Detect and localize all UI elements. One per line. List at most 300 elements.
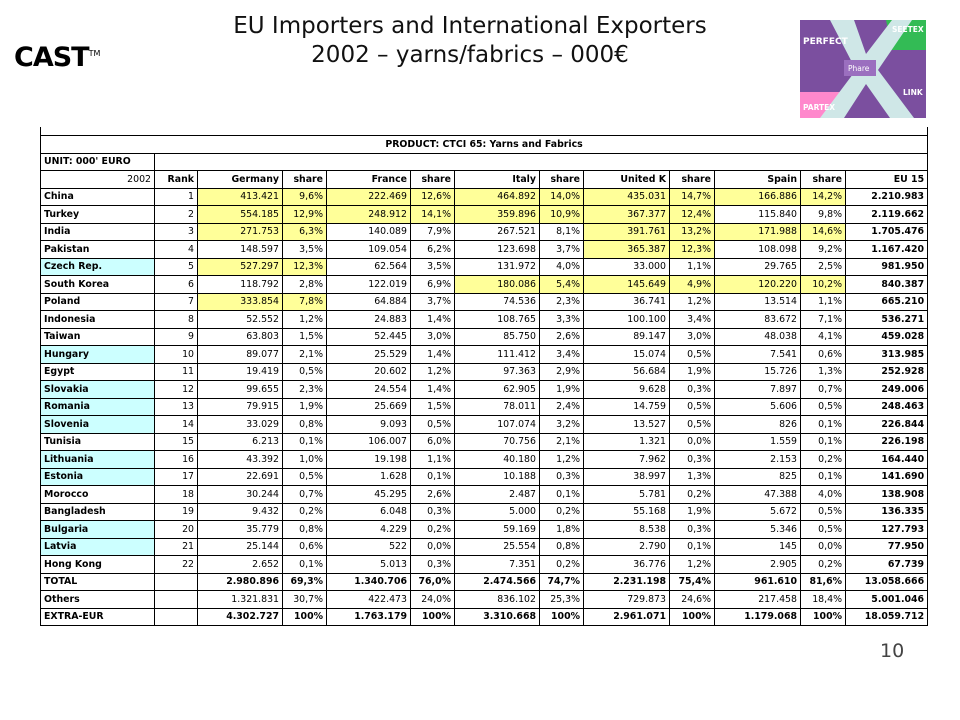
value-cell: 554.185 [198, 206, 283, 224]
value-cell: 4.302.727 [198, 608, 283, 626]
rank-cell: 12 [155, 381, 198, 399]
logo-trademark: TM [88, 49, 101, 58]
rank-cell [155, 608, 198, 626]
country-cell: Romania [41, 398, 155, 416]
yarns-fabrics-table [40, 127, 928, 626]
share-cell: 3,7% [540, 241, 584, 259]
value-cell: 15.074 [584, 346, 670, 364]
share-cell: 12,9% [283, 206, 327, 224]
share-cell: 0,2% [283, 503, 327, 521]
share-cell: 3,5% [283, 241, 327, 259]
value-cell: 222.469 [327, 188, 411, 206]
share-cell: 12,3% [670, 241, 715, 259]
share-cell: 1,9% [283, 398, 327, 416]
value-cell: 14.759 [584, 398, 670, 416]
column-header-row [41, 171, 928, 189]
value-cell: 55.168 [584, 503, 670, 521]
share-cell: 0,5% [670, 346, 715, 364]
value-cell: 7.541 [715, 346, 801, 364]
value-cell: 99.655 [198, 381, 283, 399]
value-cell: 106.007 [327, 433, 411, 451]
table-row [41, 608, 928, 626]
table-row [41, 363, 928, 381]
share-cell: 12,6% [411, 188, 455, 206]
value-cell: 108.098 [715, 241, 801, 259]
value-cell: 33.029 [198, 416, 283, 434]
table-row [41, 398, 928, 416]
share-cell: 76,0% [411, 573, 455, 591]
share-cell: 0,2% [801, 556, 846, 574]
value-cell: 74.536 [455, 293, 540, 311]
value-cell: 140.089 [327, 223, 411, 241]
table-row [41, 521, 928, 539]
page-number: 10 [880, 640, 905, 662]
share-cell: 0,3% [411, 556, 455, 574]
table-row [41, 241, 928, 259]
table-row [41, 573, 928, 591]
rank-cell: 7 [155, 293, 198, 311]
country-cell: Latvia [41, 538, 155, 556]
share-cell: 0,1% [801, 433, 846, 451]
rank-cell: 13 [155, 398, 198, 416]
header-united-k: United K [584, 171, 670, 189]
share-cell: 14,2% [801, 188, 846, 206]
value-cell: 2.980.896 [198, 573, 283, 591]
share-cell: 0,5% [283, 468, 327, 486]
table-row [41, 346, 928, 364]
share-cell: 0,1% [540, 486, 584, 504]
country-cell: Taiwan [41, 328, 155, 346]
eu15-cell: 13.058.666 [846, 573, 928, 591]
value-cell: 30.244 [198, 486, 283, 504]
top-spacer [41, 127, 928, 136]
table-row [41, 381, 928, 399]
value-cell: 391.761 [584, 223, 670, 241]
value-cell: 36.741 [584, 293, 670, 311]
value-cell: 19.198 [327, 451, 411, 469]
share-cell: 8,1% [540, 223, 584, 241]
share-cell: 0,5% [411, 416, 455, 434]
share-cell: 0,0% [411, 538, 455, 556]
rank-cell: 21 [155, 538, 198, 556]
header-share-4: share [411, 171, 455, 189]
share-cell: 14,6% [801, 223, 846, 241]
value-cell: 85.750 [455, 328, 540, 346]
share-cell: 4,1% [801, 328, 846, 346]
eu15-cell: 127.793 [846, 521, 928, 539]
eu15-cell: 248.463 [846, 398, 928, 416]
value-cell: 422.473 [327, 591, 411, 609]
rank-cell: 4 [155, 241, 198, 259]
value-cell: 56.684 [584, 363, 670, 381]
country-cell: Egypt [41, 363, 155, 381]
value-cell: 217.458 [715, 591, 801, 609]
value-cell: 24.883 [327, 311, 411, 329]
share-cell: 100% [411, 608, 455, 626]
share-cell: 0,3% [411, 503, 455, 521]
eu15-cell: 2.210.983 [846, 188, 928, 206]
country-cell: Turkey [41, 206, 155, 224]
share-cell: 1,9% [670, 363, 715, 381]
share-cell: 0,2% [670, 486, 715, 504]
table-row [41, 503, 928, 521]
share-cell: 1,1% [411, 451, 455, 469]
value-cell: 25.554 [455, 538, 540, 556]
rank-cell: 17 [155, 468, 198, 486]
rank-cell: 19 [155, 503, 198, 521]
table-row [41, 206, 928, 224]
share-cell: 24,6% [670, 591, 715, 609]
share-cell: 1,2% [411, 363, 455, 381]
share-cell: 1,1% [801, 293, 846, 311]
value-cell: 2.790 [584, 538, 670, 556]
value-cell: 109.054 [327, 241, 411, 259]
title-line-1: EU Importers and International Exporters [233, 13, 707, 39]
unit-filler [155, 153, 928, 171]
share-cell: 69,3% [283, 573, 327, 591]
value-cell: 52.552 [198, 311, 283, 329]
rank-cell: 16 [155, 451, 198, 469]
share-cell: 0,5% [801, 503, 846, 521]
share-cell: 2,9% [540, 363, 584, 381]
share-cell: 3,3% [540, 311, 584, 329]
share-cell: 0,1% [801, 416, 846, 434]
value-cell: 22.691 [198, 468, 283, 486]
rank-cell: 22 [155, 556, 198, 574]
share-cell: 30,7% [283, 591, 327, 609]
value-cell: 7.897 [715, 381, 801, 399]
share-cell: 14,0% [540, 188, 584, 206]
table-row [41, 188, 928, 206]
eu15-cell: 536.271 [846, 311, 928, 329]
table-row [41, 591, 928, 609]
share-cell: 0,0% [801, 538, 846, 556]
header-share-2: share [283, 171, 327, 189]
value-cell: 413.421 [198, 188, 283, 206]
value-cell: 6.048 [327, 503, 411, 521]
share-cell: 2,1% [540, 433, 584, 451]
share-cell: 1,9% [670, 503, 715, 521]
country-cell: Lithuania [41, 451, 155, 469]
cast-logo [14, 42, 100, 73]
share-cell: 1,3% [670, 468, 715, 486]
value-cell: 5.781 [584, 486, 670, 504]
value-cell: 108.765 [455, 311, 540, 329]
value-cell: 180.086 [455, 276, 540, 294]
country-cell: Tunisia [41, 433, 155, 451]
share-cell: 3,0% [670, 328, 715, 346]
share-cell: 6,3% [283, 223, 327, 241]
rank-cell: 11 [155, 363, 198, 381]
value-cell: 826 [715, 416, 801, 434]
country-cell: Bulgaria [41, 521, 155, 539]
value-cell: 79.915 [198, 398, 283, 416]
share-cell: 7,1% [801, 311, 846, 329]
value-cell: 2.153 [715, 451, 801, 469]
share-cell: 75,4% [670, 573, 715, 591]
share-cell: 0,6% [801, 346, 846, 364]
share-cell: 12,3% [283, 258, 327, 276]
rank-cell: 10 [155, 346, 198, 364]
value-cell: 267.521 [455, 223, 540, 241]
value-cell: 359.896 [455, 206, 540, 224]
country-cell: Slovakia [41, 381, 155, 399]
header-france: France [327, 171, 411, 189]
rank-cell: 8 [155, 311, 198, 329]
badge-partex-text: PARTEX [803, 103, 836, 112]
value-cell: 527.297 [198, 258, 283, 276]
value-cell: 9.628 [584, 381, 670, 399]
share-cell: 3,2% [540, 416, 584, 434]
value-cell: 367.377 [584, 206, 670, 224]
share-cell: 0,3% [670, 521, 715, 539]
country-cell: Indonesia [41, 311, 155, 329]
share-cell: 0,1% [283, 433, 327, 451]
share-cell: 100% [670, 608, 715, 626]
value-cell: 522 [327, 538, 411, 556]
value-cell: 4.229 [327, 521, 411, 539]
rank-cell: 2 [155, 206, 198, 224]
value-cell: 59.169 [455, 521, 540, 539]
share-cell: 10,9% [540, 206, 584, 224]
value-cell: 48.038 [715, 328, 801, 346]
share-cell: 0,3% [670, 381, 715, 399]
share-cell: 2,6% [540, 328, 584, 346]
value-cell: 89.147 [584, 328, 670, 346]
country-cell: Estonia [41, 468, 155, 486]
value-cell: 13.514 [715, 293, 801, 311]
share-cell: 0,6% [283, 538, 327, 556]
share-cell: 5,4% [540, 276, 584, 294]
value-cell: 171.988 [715, 223, 801, 241]
eu15-cell: 252.928 [846, 363, 928, 381]
title-line-2: 2002 – yarns/fabrics – 000€ [311, 42, 629, 68]
share-cell: 0,8% [283, 416, 327, 434]
share-cell: 4,0% [801, 486, 846, 504]
value-cell: 97.363 [455, 363, 540, 381]
country-cell: Czech Rep. [41, 258, 155, 276]
share-cell: 13,2% [670, 223, 715, 241]
value-cell: 83.672 [715, 311, 801, 329]
value-cell: 35.779 [198, 521, 283, 539]
eu15-cell: 226.198 [846, 433, 928, 451]
country-cell: Slovenia [41, 416, 155, 434]
share-cell: 1,0% [283, 451, 327, 469]
value-cell: 100.100 [584, 311, 670, 329]
table-row [41, 451, 928, 469]
share-cell: 0,0% [670, 433, 715, 451]
value-cell: 1.179.068 [715, 608, 801, 626]
header-share-8: share [670, 171, 715, 189]
share-cell: 0,7% [801, 381, 846, 399]
share-cell: 14,1% [411, 206, 455, 224]
share-cell: 18,4% [801, 591, 846, 609]
country-cell: Poland [41, 293, 155, 311]
share-cell: 1,2% [283, 311, 327, 329]
rank-cell: 20 [155, 521, 198, 539]
share-cell: 0,2% [801, 451, 846, 469]
value-cell: 145 [715, 538, 801, 556]
value-cell: 43.392 [198, 451, 283, 469]
value-cell: 5.346 [715, 521, 801, 539]
rank-cell: 9 [155, 328, 198, 346]
value-cell: 123.698 [455, 241, 540, 259]
share-cell: 74,7% [540, 573, 584, 591]
share-cell: 1,5% [411, 398, 455, 416]
eu15-cell: 141.690 [846, 468, 928, 486]
value-cell: 2.474.566 [455, 573, 540, 591]
header-italy: Italy [455, 171, 540, 189]
country-cell: Bangladesh [41, 503, 155, 521]
value-cell: 70.756 [455, 433, 540, 451]
value-cell: 89.077 [198, 346, 283, 364]
share-cell: 0,2% [411, 521, 455, 539]
value-cell: 1.628 [327, 468, 411, 486]
value-cell: 2.961.071 [584, 608, 670, 626]
share-cell: 1,2% [670, 556, 715, 574]
table-row [41, 258, 928, 276]
unit-label: UNIT: 000' EURO [41, 153, 155, 171]
badge-perfect-text: PERFECT [803, 37, 848, 47]
eu15-cell: 67.739 [846, 556, 928, 574]
country-cell: Hungary [41, 346, 155, 364]
value-cell: 111.412 [455, 346, 540, 364]
value-cell: 1.321.831 [198, 591, 283, 609]
product-header: PRODUCT: CTCI 65: Yarns and Fabrics [41, 136, 928, 154]
slide-title [150, 12, 790, 70]
eu15-cell: 138.908 [846, 486, 928, 504]
share-cell: 6,0% [411, 433, 455, 451]
share-cell: 0,5% [801, 521, 846, 539]
value-cell: 38.997 [584, 468, 670, 486]
share-cell: 100% [801, 608, 846, 626]
share-cell: 1,4% [411, 346, 455, 364]
share-cell: 2,5% [801, 258, 846, 276]
value-cell: 24.554 [327, 381, 411, 399]
share-cell: 1,4% [411, 311, 455, 329]
table-row [41, 223, 928, 241]
rank-cell: 15 [155, 433, 198, 451]
share-cell: 1,1% [670, 258, 715, 276]
share-cell: 25,3% [540, 591, 584, 609]
share-cell: 10,2% [801, 276, 846, 294]
rank-cell: 3 [155, 223, 198, 241]
value-cell: 131.972 [455, 258, 540, 276]
share-cell: 0,5% [801, 398, 846, 416]
value-cell: 1.763.179 [327, 608, 411, 626]
value-cell: 1.321 [584, 433, 670, 451]
share-cell: 2,8% [283, 276, 327, 294]
rank-cell: 5 [155, 258, 198, 276]
value-cell: 2.905 [715, 556, 801, 574]
table-row [41, 486, 928, 504]
value-cell: 148.597 [198, 241, 283, 259]
value-cell: 33.000 [584, 258, 670, 276]
share-cell: 1,9% [540, 381, 584, 399]
eu15-cell: 226.844 [846, 416, 928, 434]
value-cell: 29.765 [715, 258, 801, 276]
eu15-cell: 136.335 [846, 503, 928, 521]
eu15-cell: 249.006 [846, 381, 928, 399]
share-cell: 9,8% [801, 206, 846, 224]
share-cell: 1,5% [283, 328, 327, 346]
badge-link-text: LINK [903, 88, 923, 97]
logo-text: CAST [14, 42, 89, 73]
year-header: 2002 [41, 171, 155, 189]
eu15-cell: 18.059.712 [846, 608, 928, 626]
value-cell: 2.652 [198, 556, 283, 574]
value-cell: 729.873 [584, 591, 670, 609]
table-row [41, 556, 928, 574]
rank-cell: 1 [155, 188, 198, 206]
share-cell: 9,2% [801, 241, 846, 259]
value-cell: 122.019 [327, 276, 411, 294]
value-cell: 40.180 [455, 451, 540, 469]
value-cell: 2.231.198 [584, 573, 670, 591]
country-cell: India [41, 223, 155, 241]
country-cell: Hong Kong [41, 556, 155, 574]
share-cell: 1,8% [540, 521, 584, 539]
share-cell: 0,2% [540, 503, 584, 521]
value-cell: 20.602 [327, 363, 411, 381]
value-cell: 435.031 [584, 188, 670, 206]
value-cell: 5.672 [715, 503, 801, 521]
value-cell: 271.753 [198, 223, 283, 241]
country-cell: Morocco [41, 486, 155, 504]
share-cell: 12,4% [670, 206, 715, 224]
share-cell: 4,0% [540, 258, 584, 276]
value-cell: 5.000 [455, 503, 540, 521]
header-share-10: share [801, 171, 846, 189]
value-cell: 62.564 [327, 258, 411, 276]
share-cell: 100% [283, 608, 327, 626]
share-cell: 2,3% [540, 293, 584, 311]
share-cell: 24,0% [411, 591, 455, 609]
share-cell: 3,0% [411, 328, 455, 346]
share-cell: 0,8% [283, 521, 327, 539]
country-cell: Others [41, 591, 155, 609]
value-cell: 825 [715, 468, 801, 486]
share-cell: 100% [540, 608, 584, 626]
share-cell: 3,4% [540, 346, 584, 364]
table-row [41, 276, 928, 294]
header-share-6: share [540, 171, 584, 189]
share-cell: 0,1% [670, 538, 715, 556]
value-cell: 47.388 [715, 486, 801, 504]
eu15-cell: 1.167.420 [846, 241, 928, 259]
value-cell: 19.419 [198, 363, 283, 381]
rank-cell [155, 591, 198, 609]
badge-phare-text: Phare [848, 64, 870, 73]
table-row [41, 311, 928, 329]
value-cell: 63.803 [198, 328, 283, 346]
table-row [41, 433, 928, 451]
rank-cell: 14 [155, 416, 198, 434]
table-row [41, 293, 928, 311]
share-cell: 7,9% [411, 223, 455, 241]
value-cell: 107.074 [455, 416, 540, 434]
table-row [41, 328, 928, 346]
share-cell: 81,6% [801, 573, 846, 591]
header-eu15: EU 15 [846, 171, 928, 189]
value-cell: 5.606 [715, 398, 801, 416]
share-cell: 14,7% [670, 188, 715, 206]
data-table-container [40, 127, 928, 626]
country-cell: TOTAL [41, 573, 155, 591]
table-row [41, 468, 928, 486]
value-cell: 64.884 [327, 293, 411, 311]
value-cell: 1.559 [715, 433, 801, 451]
